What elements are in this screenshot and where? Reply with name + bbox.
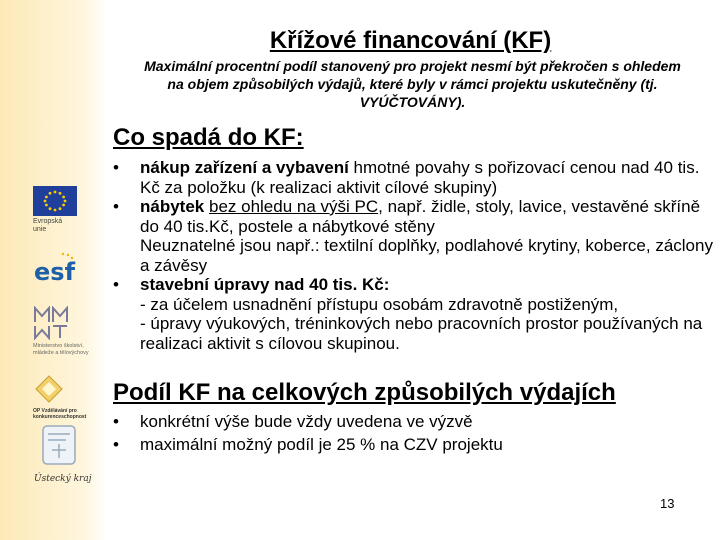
section-heading-kf-share: Podíl KF na celkových způsobilých výdajích	[113, 379, 616, 406]
sub-item: - úpravy výukových, tréninkových nebo pracovních prostor používaných na realizaci aktivit s cílovou skupinou.	[140, 314, 703, 353]
list-item	[113, 197, 713, 275]
list-item	[113, 435, 713, 455]
svg-text:esf: esf	[34, 258, 76, 284]
esf-logo-icon	[33, 250, 79, 284]
bullet-icon: •	[113, 158, 119, 177]
list-item	[113, 158, 713, 197]
eu-caption-line1: Evropská	[33, 218, 63, 225]
op-vk-logo-icon	[34, 374, 64, 404]
kf-share-list	[113, 412, 713, 457]
section-heading-kf-scope: Co spadá do KF:	[113, 124, 304, 151]
slide-subtitle: Maximální procentní podíl stanovený pro projekt nesmí být překročen s ohledem na objem způsobilých výdajů, které byly v rámci projektu uskutečněny (tj. VYÚČTOVÁNY).	[144, 58, 681, 110]
bullet-icon: •	[113, 275, 119, 294]
slide-title: Křížové financování (KF)	[269, 27, 552, 54]
item-bold-text: nákup zařízení a vybavení	[140, 158, 349, 177]
bullet-icon: •	[113, 412, 119, 431]
item-bold-text: stavební úpravy nad 40 tis. Kč:	[140, 275, 390, 294]
item-text: hmotné povahy s pořizovací cenou nad 40 tis. Kč za položku (k realizaci aktivit cílové skupiny)	[140, 158, 700, 197]
eu-caption	[33, 218, 62, 234]
item-bold-text: nábytek	[140, 197, 205, 216]
bullet-icon: •	[113, 434, 119, 454]
op-caption: OP Vzdělávání pro konkurenceschopnost	[33, 408, 87, 420]
item-text: konkrétní výše bude vždy uvedena ve výzvě	[140, 412, 473, 431]
item-underlined-text: bez ohledu na výši PC	[208, 197, 379, 216]
msmt-logo-icon	[33, 306, 73, 340]
page-number: 13	[660, 496, 675, 511]
msmt-caption: Ministerstvo školství, mládeže a tělovýchovy	[33, 343, 89, 356]
list-item	[113, 412, 713, 432]
sub-item: - za účelem usnadnění přístupu osobám zdravotně postiženým,	[140, 294, 619, 314]
eu-caption-line2: unie	[33, 226, 47, 233]
item-note: Neuznatelné jsou např.: textilní doplňky, podlahové krytiny, koberce, záclony a závěsy	[140, 236, 713, 275]
ustecky-kraj-caption: Ústecký kraj	[34, 474, 92, 484]
eu-flag-icon	[33, 186, 77, 216]
list-item	[113, 275, 713, 353]
item-text: , např. židle, stoly, lavice, vestavěné skříně do 40 tis.Kč, postele a nábytkové stěny	[140, 197, 701, 236]
kf-scope-list	[113, 158, 713, 353]
bullet-icon: •	[113, 197, 119, 216]
item-text: maximální možný podíl je 25 % na CZV projektu	[140, 434, 503, 454]
ustecky-kraj-logo-icon	[40, 420, 78, 468]
